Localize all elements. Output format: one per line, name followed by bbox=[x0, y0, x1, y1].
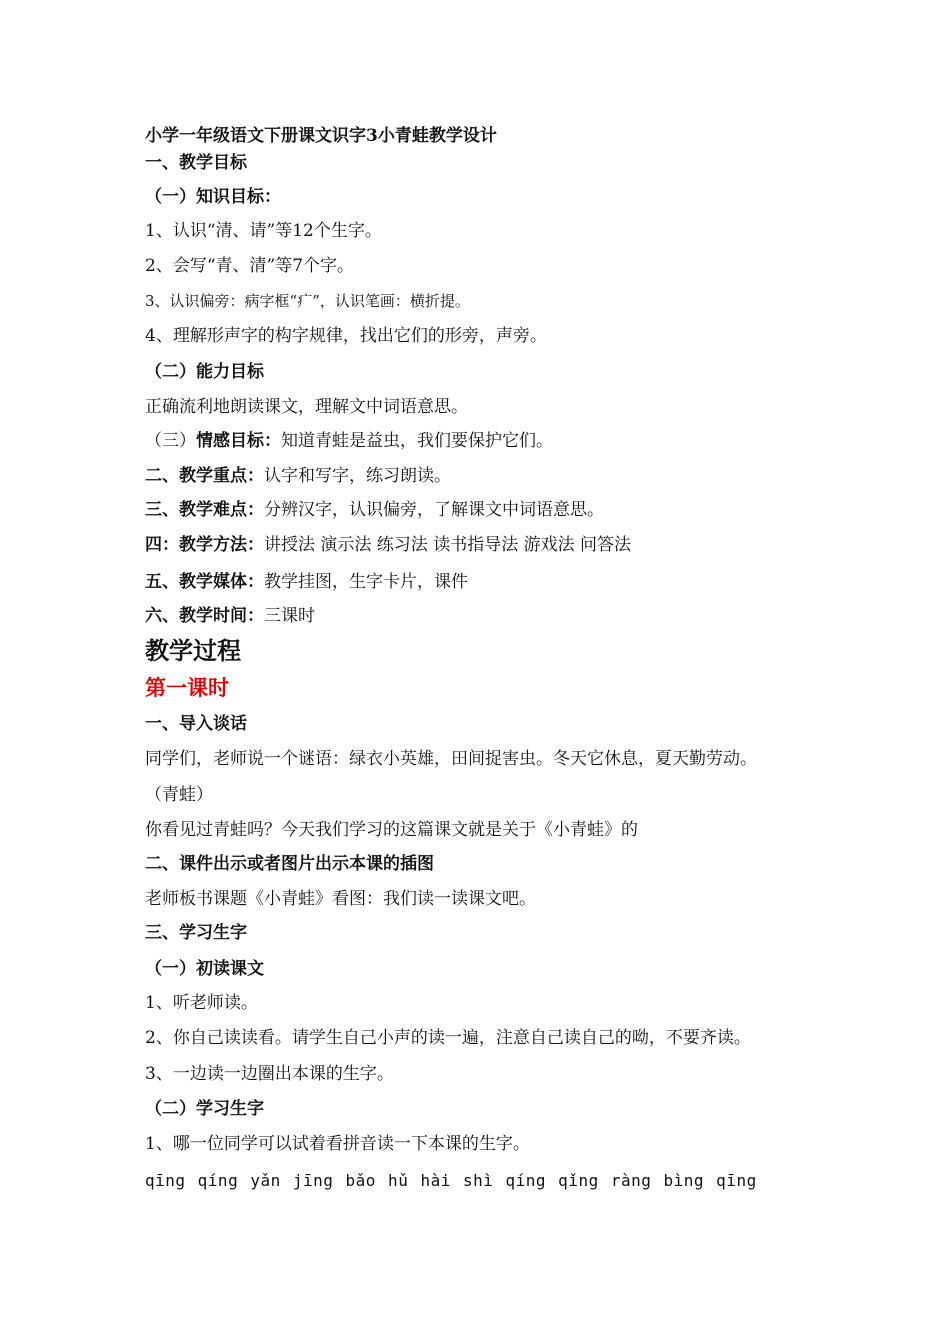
read-step-2: 2、你自己读读看。请学生自己小声的读一遍，注意自己读自己的呦，不要齐读。 bbox=[145, 1028, 751, 1048]
lesson1-heading: 第一课时 bbox=[145, 675, 229, 700]
pinyin-line: qīng qíng yǎn jīng bǎo hǔ hài shì qíng qǐng ràng bìng qīng bbox=[145, 1171, 757, 1190]
teaching-key-points bbox=[145, 465, 451, 487]
intro-question: 你看见过青蛙吗？今天我们学习的这篇课文就是关于《小青蛙》的 bbox=[145, 820, 638, 840]
emotion-label: 情感目标： bbox=[196, 431, 281, 451]
learn-step-1: 1、哪一位同学可以试着看拼音读一下本课的生字。 bbox=[145, 1134, 530, 1154]
method-text: 讲授法 演示法 练习法 读书指导法 游戏法 问答法 bbox=[264, 535, 632, 555]
diff-text: 分辨汉字，认识偏旁，了解课文中词语意思。 bbox=[264, 500, 604, 520]
emotion-prefix: （三） bbox=[145, 431, 196, 451]
intro-answer: （青蛙） bbox=[145, 785, 213, 805]
diff-label: 三、教学难点： bbox=[145, 500, 264, 520]
ability-text: 正确流利地朗读课文，理解文中词语意思。 bbox=[145, 397, 468, 417]
intro-heading: 一、导入谈话 bbox=[145, 714, 247, 734]
intro-riddle: 同学们，老师说一个谜语：绿衣小英雄，田间捉害虫。冬天它休息，夏天勤劳动。 bbox=[145, 749, 757, 769]
media-text: 教学挂图，生字卡片，课件 bbox=[264, 572, 468, 592]
key-text: 认字和写字，练习朗读。 bbox=[264, 466, 451, 486]
subsection-knowledge-goals: （一）知识目标： bbox=[145, 187, 281, 207]
goal-item-1: 1、认识“清、请”等12个生字。 bbox=[145, 221, 382, 241]
first-read-heading: （一）初读课文 bbox=[145, 959, 264, 979]
process-heading: 教学过程 bbox=[145, 636, 241, 665]
read-step-3: 3、一边读一边圈出本课的生字。 bbox=[145, 1064, 394, 1084]
time-label: 六、教学时间： bbox=[145, 606, 264, 626]
teaching-time bbox=[145, 605, 315, 627]
learn-chars-heading: （二）学习生字 bbox=[145, 1099, 264, 1119]
subsection-ability-goals: （二）能力目标 bbox=[145, 362, 264, 382]
media-label: 五、教学媒体： bbox=[145, 572, 264, 592]
emotion-goals bbox=[145, 430, 553, 452]
teaching-difficulties bbox=[145, 499, 604, 521]
teaching-methods bbox=[145, 534, 631, 556]
goal-item-3: 3、认识偏旁：病字框“疒”，认识笔画：横折提。 bbox=[145, 292, 470, 310]
emotion-text: 知道青蛙是益虫，我们要保护它们。 bbox=[281, 431, 553, 451]
learn-heading: 三、学习生字 bbox=[145, 923, 247, 943]
courseware-heading: 二、课件出示或者图片出示本课的插图 bbox=[145, 854, 434, 874]
goal-item-4: 4、理解形声字的构字规律，找出它们的形旁，声旁。 bbox=[145, 326, 547, 346]
teaching-media bbox=[145, 571, 468, 593]
document-title: 小学一年级语文下册课文识字3小青蛙教学设计 bbox=[145, 126, 497, 146]
time-text: 三课时 bbox=[264, 606, 315, 626]
goal-item-2: 2、会写“青、清”等7个字。 bbox=[145, 256, 355, 276]
courseware-text: 老师板书课题《小青蛙》看图：我们读一读课文吧。 bbox=[145, 889, 536, 909]
read-step-1: 1、听老师读。 bbox=[145, 993, 258, 1013]
key-label: 二、教学重点： bbox=[145, 466, 264, 486]
method-label: 四：教学方法： bbox=[145, 535, 264, 555]
section-teaching-goals: 一、教学目标 bbox=[145, 153, 247, 173]
